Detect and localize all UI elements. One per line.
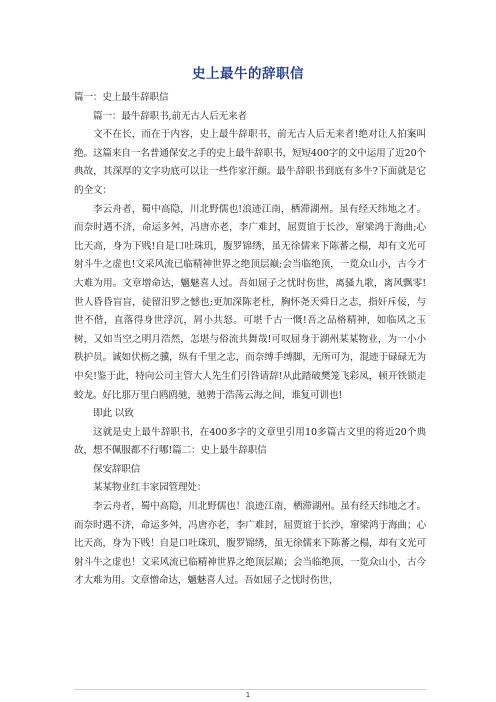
intro-paragraph: 文不在长，而在于内容，史上最牛辞职书，前无古人后无来者!绝对让人拍案叫绝。这篇来自一名普通保安之手的史上最牛辞职书，短短400字的文中运用了近20个典故，其深厚的文字功底可以让一些作家汗颜。最牛辞职书到底有多牛?下面就是它的全文： — [74, 129, 426, 196]
footer-divider — [74, 689, 426, 690]
letter-salutation: 某某物业红丰家园管理处： — [93, 482, 207, 494]
page-number: 1 — [245, 691, 251, 699]
letter-heading: 保安辞职信 — [93, 463, 141, 475]
letter-paragraph-2: 李云舟者，蜀中高隐，川北野儒也！浪迹江南，栖滞湖州。虽有经天纬地之才。而奈时遇不济，命运多舛，冯唐亦老，李广难封，屈贾谊于长沙，窜梁鸿于海曲；心比天高，身为下贱！自是口吐珠玑，腹罗锦绣，虽无徐儒来下陈蕃之榻，却有文光可射斗牛之虚也！文采风流已临精神世界之绝顶层巅；会当临绝顶，一览众山小，古今才大难为用。文章憎命达，魑魅喜人过。吾如屈子之忧时伤世， — [74, 501, 426, 587]
subsection-heading: 篇一：最牛辞职书,前无古人后无来者 — [93, 110, 247, 122]
document-title: 史上最牛的辞职信 — [192, 66, 304, 82]
summary-paragraph: 这就是史上最牛辞职书，在400多字的文章里引用10多篇古文里的将近20个典故，想不佩服都不行哪!篇二：史上最牛辞职信 — [74, 426, 426, 457]
letter-paragraph: 李云舟者，蜀中高隐，川北野儒也!浪迹江南，栖滞湖州。虽有经天纬地之才。而奈时遇不济，命运多舛，冯唐亦老，李广难封，屈贾谊于长沙，窜梁鸿于海曲;心比天高，身为下贱!自是口吐珠玑，腹罗锦绣，虽无徐儒来下陈蕃之榻，却有文光可射斗牛之虚也!文采风流已临精神世界之绝顶层巅;会当临绝顶，一览众山小，古今才大难为用。文章增命达，魑魅喜人过。吾如屈子之忧时伤世，离骚九歌，离风飘零!世人昏昏盲盲，徒留汨罗之憾也;更加深陈老杜，胸怀尧天舜日之志，指奸斥佞，与世不偕，直落得身世浮沉，屑小共怒。可堪千古一慨!吾之品格精神，如临风之玉树，又如当空之明月浩然，怎堪与俗流共舞哉!可叹屈身于湖州某某物业，为一小小秩护员。诚如伏枥之骥，纵有千里之志，而奈缚手缚脚，无所可为，混迹于碌碌无为中矣!鉴于此，特向公司主管大人先生们引咎请辞!从此踏破樊笼飞彩凤，顿开铁锁走蛟龙。好比那万里白鸥鸥驰，驰骋于浩荡云海之间，谁复可训也! — [74, 203, 426, 401]
letter-closing: 即此 以致 — [93, 408, 134, 420]
section-heading: 篇一：史上最牛辞职信 — [74, 92, 169, 103]
document-body — [74, 89, 426, 591]
